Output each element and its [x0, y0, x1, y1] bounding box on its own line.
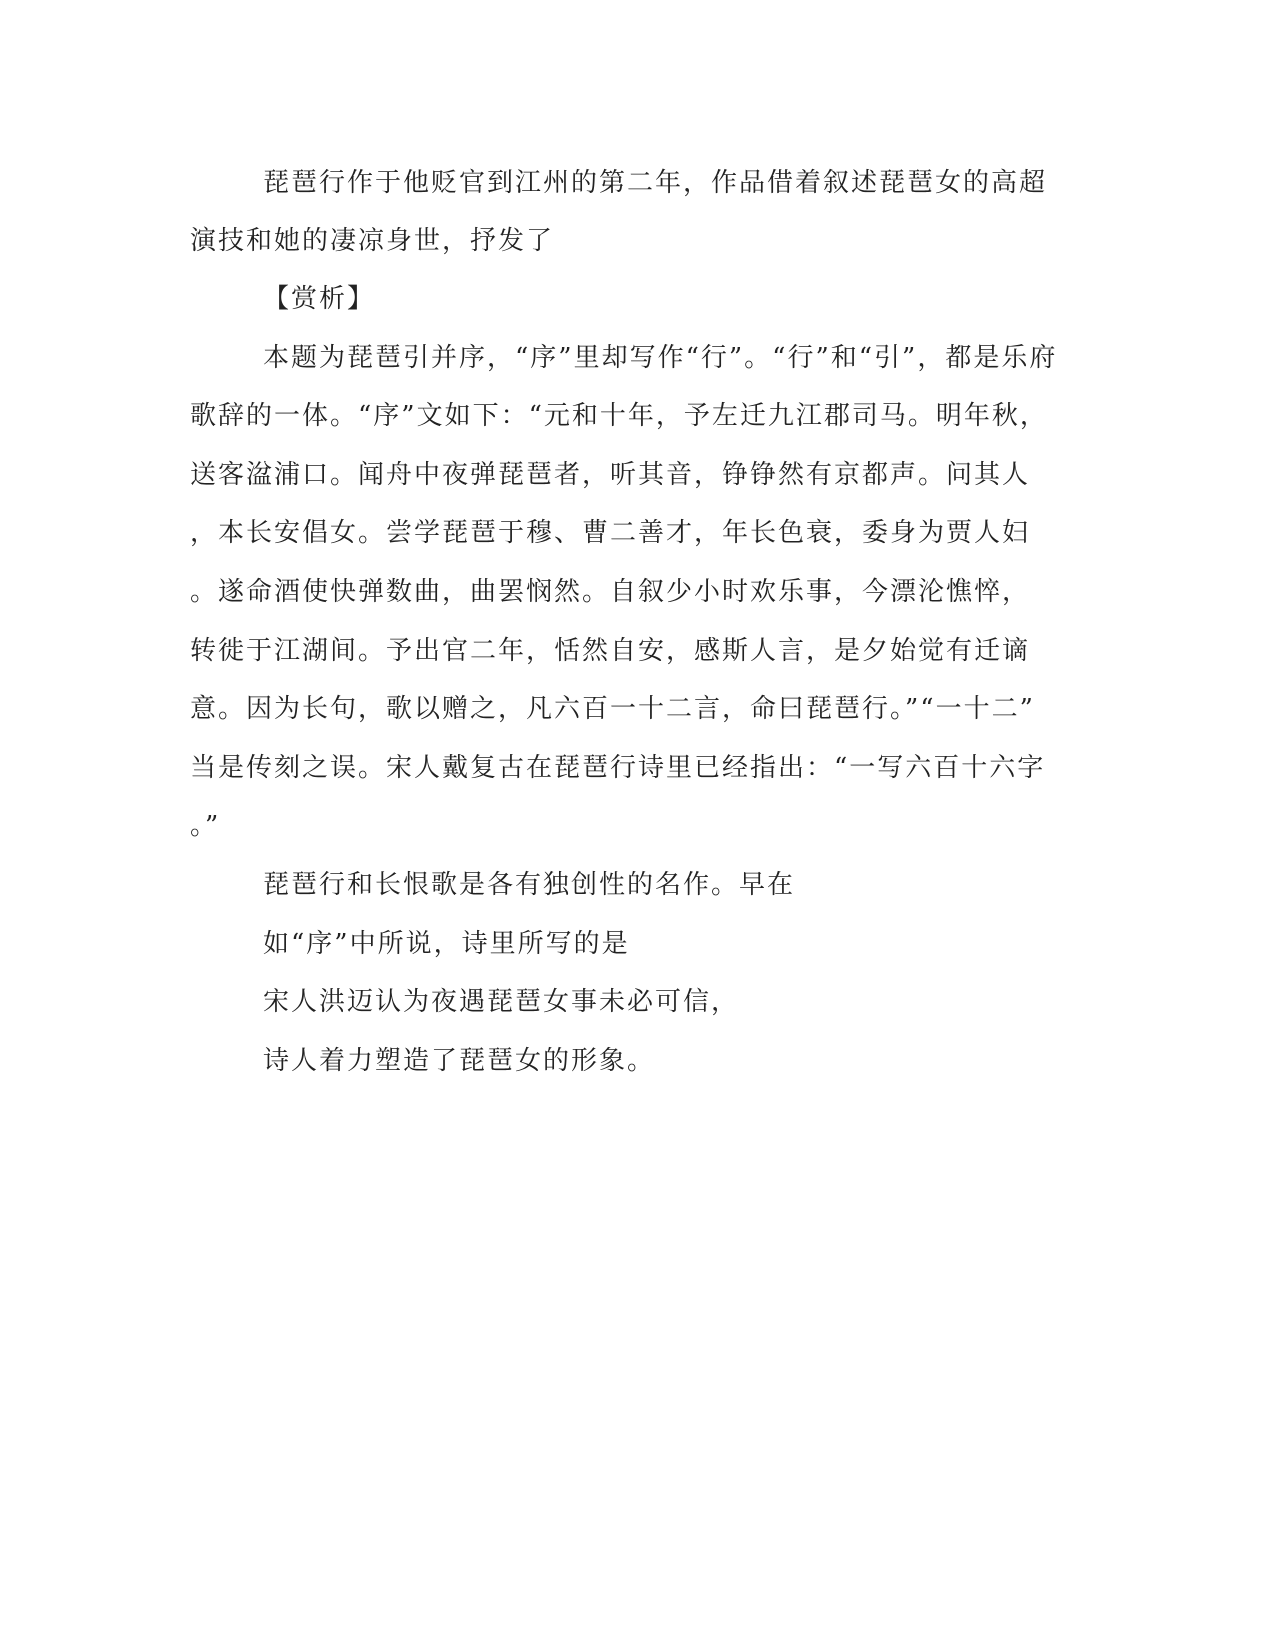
paragraph-5: 宋人洪迈认为夜遇琵琶女事未必可信，: [263, 987, 740, 1017]
paragraph-2-line-6: 转徙于江湖间。予出官二年，恬然自安，感斯人言，是夕始觉有迁谪: [190, 636, 1031, 666]
paragraph-2-line-4: ，本长安倡女。尝学琵琶于穆、曹二善才，年长色衰，委身为贾人妇: [190, 518, 1031, 548]
paragraph-2-line-3: 送客湓浦口。闻舟中夜弹琵琶者，听其音，铮铮然有京都声。问其人: [190, 460, 1031, 490]
paragraph-6: 诗人着力塑造了琵琶女的形象。: [263, 1046, 656, 1076]
paragraph-2-line-9: 。”: [190, 811, 221, 841]
paragraph-2-line-5: 。遂命酒使快弹数曲，曲罢悯然。自叙少小时欢乐事，今漂沦憔悴，: [190, 577, 1031, 607]
paragraph-4: 如“序”中所说，诗里所写的是: [263, 929, 630, 959]
section-heading: 【赏析】: [263, 284, 376, 314]
paragraph-3: 琵琶行和长恨歌是各有独创性的名作。早在: [263, 870, 796, 900]
paragraph-2-line-8: 当是传刻之误。宋人戴复古在琵琶行诗里已经指出：“一写六百十六字: [190, 753, 1046, 783]
paragraph-1-line-2: 演技和她的凄凉身世，抒发了: [190, 226, 555, 256]
paragraph-1-line-1: 琵琶行作于他贬官到江州的第二年，作品借着叙述琵琶女的高超: [263, 168, 1048, 198]
paragraph-2-line-1: 本题为琵琶引并序，“序”里却写作“行”。“行”和“引”，都是乐府: [263, 343, 1058, 373]
paragraph-2-line-2: 歌辞的一体。“序”文如下：“元和十年，予左迁九江郡司马。明年秋，: [190, 401, 1048, 431]
paragraph-2-line-7: 意。因为长句，歌以赠之，凡六百一十二言，命曰琵琶行。”“一十二”: [190, 694, 1035, 724]
